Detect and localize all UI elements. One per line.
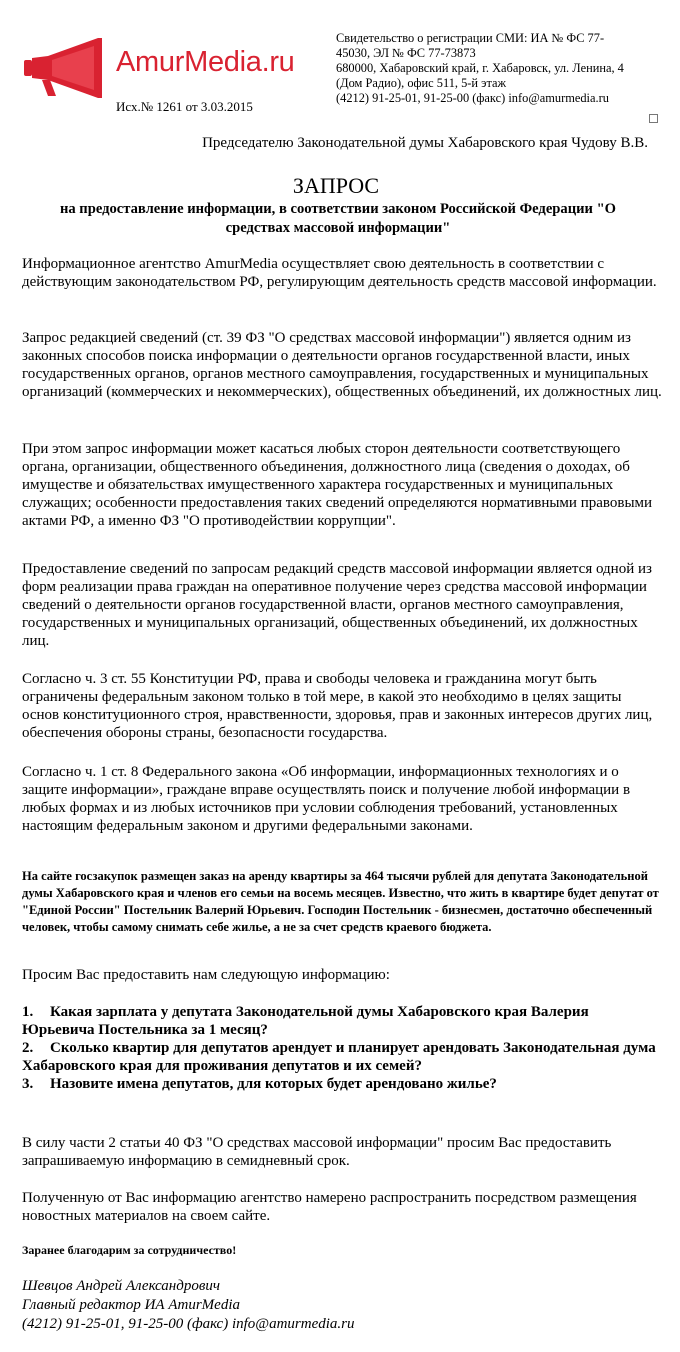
brand-name: AmurMedia.ru (116, 46, 295, 78)
request-text: Какая зарплата у депутата Законодательной думы Хабаровского края Валерия Юрьевича Постельника за 1 месяц? (22, 1004, 589, 1038)
closing-paragraph: В силу части 2 статьи 40 ФЗ "О средствах массовой информации" просим Вас предоставить запрашиваемую информацию в семидневный срок. (22, 1135, 612, 1169)
thanks-line: Заранее благодарим за сотрудничество! (22, 1243, 237, 1257)
document-title: ЗАПРОС (292, 173, 380, 198)
request-item (22, 1039, 662, 1075)
address-line: 680000, Хабаровский край, г. Хабаровск, ул. Ленина, 4 (336, 61, 624, 75)
request-item (22, 1003, 662, 1039)
registration-line: Свидетельство о регистрации СМИ: ИА № ФС 77- (336, 31, 605, 45)
closing-paragraph: Полученную от Вас информацию агентство намерено распространить посредством размещения новостных материалов на своем сайте. (22, 1190, 637, 1224)
registration-line: 45030, ЭЛ № ФС 77-73873 (336, 46, 476, 60)
signatory-contacts: (4212) 91-25-01, 91-25-00 (факс) info@amurmedia.ru (22, 1316, 355, 1332)
small-checkbox (649, 114, 658, 123)
address-line: (Дом Радио), офис 511, 5-й этаж (336, 76, 507, 90)
request-item (22, 1075, 662, 1093)
paragraph: Согласно ч. 3 ст. 55 Конституции РФ, права и свободы человека и гражданина могут быть ограничены федеральным законом только в той мере, в какой это необходимо в целях защиты основ конституционного строя, нравственности, здоровья, прав и законных интересов других лиц, обеспечения обороны страны, безопасности государства. (22, 671, 653, 741)
paragraph: Предоставление сведений по запросам редакций средств массовой информации является одной из форм реализации права граждан на оперативное получение через средства массовой информации сведений о деятельности органов государственной власти, органов местного самоуправления, государственных и муниципальных организаций, общественных объединений, их должностных лиц. (22, 561, 652, 649)
request-number: 1. (22, 1004, 34, 1020)
paragraph: Запрос редакцией сведений (ст. 39 ФЗ "О средствах массовой информации") является одним из законных способов поиска информации о деятельности органов государственной власти, иных государственных органов, органов местного самоуправления, государственных и муниципальных организаций (коммерческих и некоммерческих), общественных объединений, их должностных лиц. (22, 330, 662, 400)
request-number: 2. (22, 1040, 34, 1056)
contact-line: (4212) 91-25-01, 91-25-00 (факс) info@amurmedia.ru (336, 91, 609, 105)
request-text: Сколько квартир для депутатов арендует и планирует арендовать Законодательная дума Хабаровского края для проживания депутатов и их семей? (22, 1040, 656, 1074)
signature (22, 1277, 522, 1334)
outgoing-number: Исх.№ 1261 от 3.03.2015 (116, 99, 253, 114)
request-number: 3. (22, 1076, 34, 1092)
note-paragraph: На сайте госзакупок размещен заказ на аренду квартиры за 464 тысячи рублей для депутата Законодательной думы Хабаровского края и членов его семьи на восемь месяцев. Известно, что жить в квартире будет депутат от "Единой России" Постельник Валерий Юрьевич. Господин Постельник - бизнесмен, достаточно обеспеченный человек, чтобы самому снимать себе жилье, а не за счет средств краевого бюджета. (22, 869, 659, 934)
request-text: Назовите имена депутатов, для которых будет арендовано жилье? (50, 1076, 497, 1092)
paragraph: Информационное агентство AmurMedia осуществляет свою деятельность в соответствии с действующим законодательством РФ, регулирующим деятельность средств массовой информации. (22, 256, 657, 290)
megaphone-icon (22, 38, 112, 98)
paragraph: Согласно ч. 1 ст. 8 Федерального закона «Об информации, информационных технологиях и о защите информации», граждане вправе осуществлять поиск и получение любой информации в любых формах и из любых источников при условии соблюдения требований, установленных настоящим федеральным законом и другими федеральными законами. (22, 764, 631, 834)
signatory-name: Шевцов Андрей Александрович (22, 1278, 221, 1294)
request-intro: Просим Вас предоставить нам следующую информацию: (22, 967, 390, 983)
addressee: Председателю Законодательной думы Хабаровского края Чудову В.В. (202, 135, 648, 151)
request-list (22, 1003, 662, 1093)
paragraph: При этом запрос информации может касаться любых сторон деятельности соответствующего органа, организации, общественного объединения, должностного лица (сведения о доходах, об имуществе и обязательствах имущественного характера государственных и муниципальных служащих; особенности предоставления таких сведений определяются нормативными правовыми актами РФ, а именно ФЗ "О противодействии коррупции". (22, 441, 653, 529)
document-subtitle: на предоставление информации, в соответствии законом Российской Федерации "О средствах массовой информации" (59, 201, 617, 236)
registration-info (336, 31, 636, 106)
signatory-position: Главный редактор ИА AmurMedia (22, 1297, 240, 1313)
